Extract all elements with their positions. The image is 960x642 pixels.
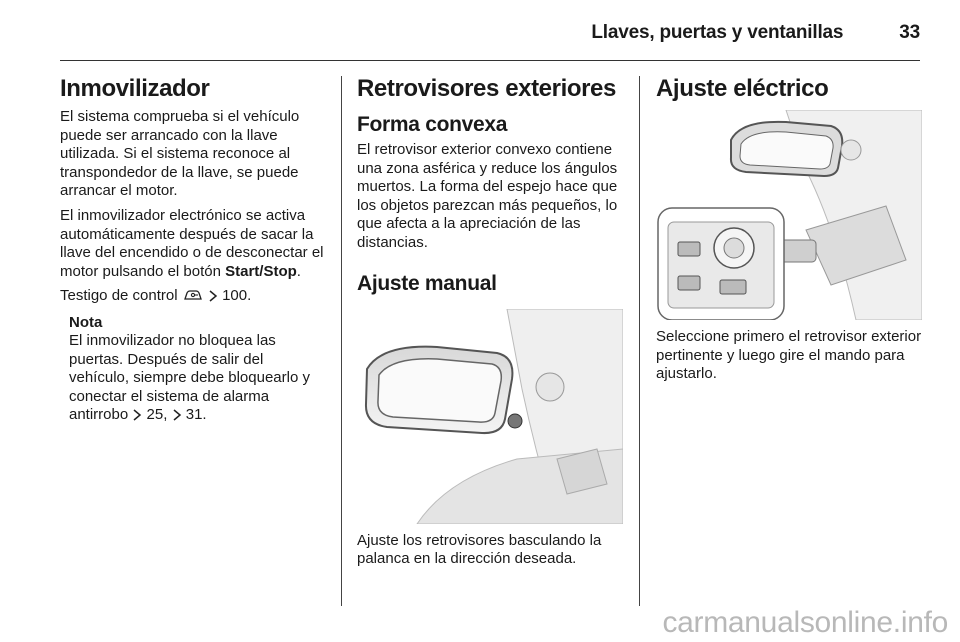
header-rule (60, 60, 920, 61)
column-divider-2 (639, 76, 640, 606)
testigo-label: Testigo de control (60, 287, 182, 305)
manual-mirror-illustration (357, 309, 623, 524)
page-number: 33 (899, 22, 920, 43)
column-divider-1 (341, 76, 342, 606)
paragraph-forma-convexa: El retrovisor exterior convexo contiene una zona asférica y reduce los ángulos muertos. La forma del espejo hace que los objetos parezcan más pequeños, lo que afecta a la apreciación de las distancias. (357, 141, 618, 251)
note-title: Nota (69, 313, 103, 331)
start-stop-label: Start/Stop (225, 262, 297, 280)
paragraph-end: . (296, 262, 301, 280)
reference-arrow-icon (132, 408, 142, 427)
paragraph-inmovilizador-2 (60, 207, 326, 281)
section-heading-retrovisores: Retrovisores exteriores (357, 75, 616, 102)
electric-mirror-illustration (656, 110, 922, 320)
testigo-ref: 100. (217, 287, 252, 305)
note-ref-1: 25, (142, 406, 172, 424)
section-heading-inmovilizador: Inmovilizador (60, 75, 210, 102)
note-box (69, 314, 326, 427)
note-ref-2: 31. (181, 406, 207, 424)
column-ajuste-electrico (656, 74, 922, 384)
watermark: carmanualsonline.info (662, 606, 948, 639)
key-car-warning-icon (182, 288, 204, 308)
note-text (69, 332, 326, 427)
column-retrovisores (357, 74, 625, 569)
column-inmovilizador (60, 74, 326, 427)
page-header (60, 18, 920, 48)
subheading-ajuste-manual: Ajuste manual (357, 271, 497, 295)
page-title: Llaves, puertas y ventanillas (591, 22, 844, 43)
reference-arrow-icon (172, 408, 182, 427)
reference-arrow-icon (208, 289, 218, 308)
note-body: El inmovilizador no bloquea las puertas. Después de salir del vehículo, siempre debe bloquearlo y conectar el sistema de alarma antirrobo (69, 331, 310, 424)
paragraph-testigo (60, 287, 326, 308)
section-heading-ajuste-electrico: Ajuste eléctrico (656, 75, 829, 102)
caption-ajuste-electrico: Seleccione primero el retrovisor exterior pertinente y luego gire el mando para ajustarlo. (656, 328, 922, 383)
paragraph-inmovilizador-1: El sistema comprueba si el vehículo puede ser arrancado con la llave utilizada. Si el sistema reconoce al transpondedor de la llave, se puede arrancar el motor. (60, 108, 300, 200)
paragraph-text: El inmovilizador electrónico se activa automáticamente después de sacar la llave del encendido o de desconectar el motor pulsando el botón (60, 206, 324, 280)
subheading-forma-convexa: Forma convexa (357, 113, 508, 136)
caption-ajuste-manual: Ajuste los retrovisores basculando la palanca en la dirección deseada. (357, 531, 602, 568)
